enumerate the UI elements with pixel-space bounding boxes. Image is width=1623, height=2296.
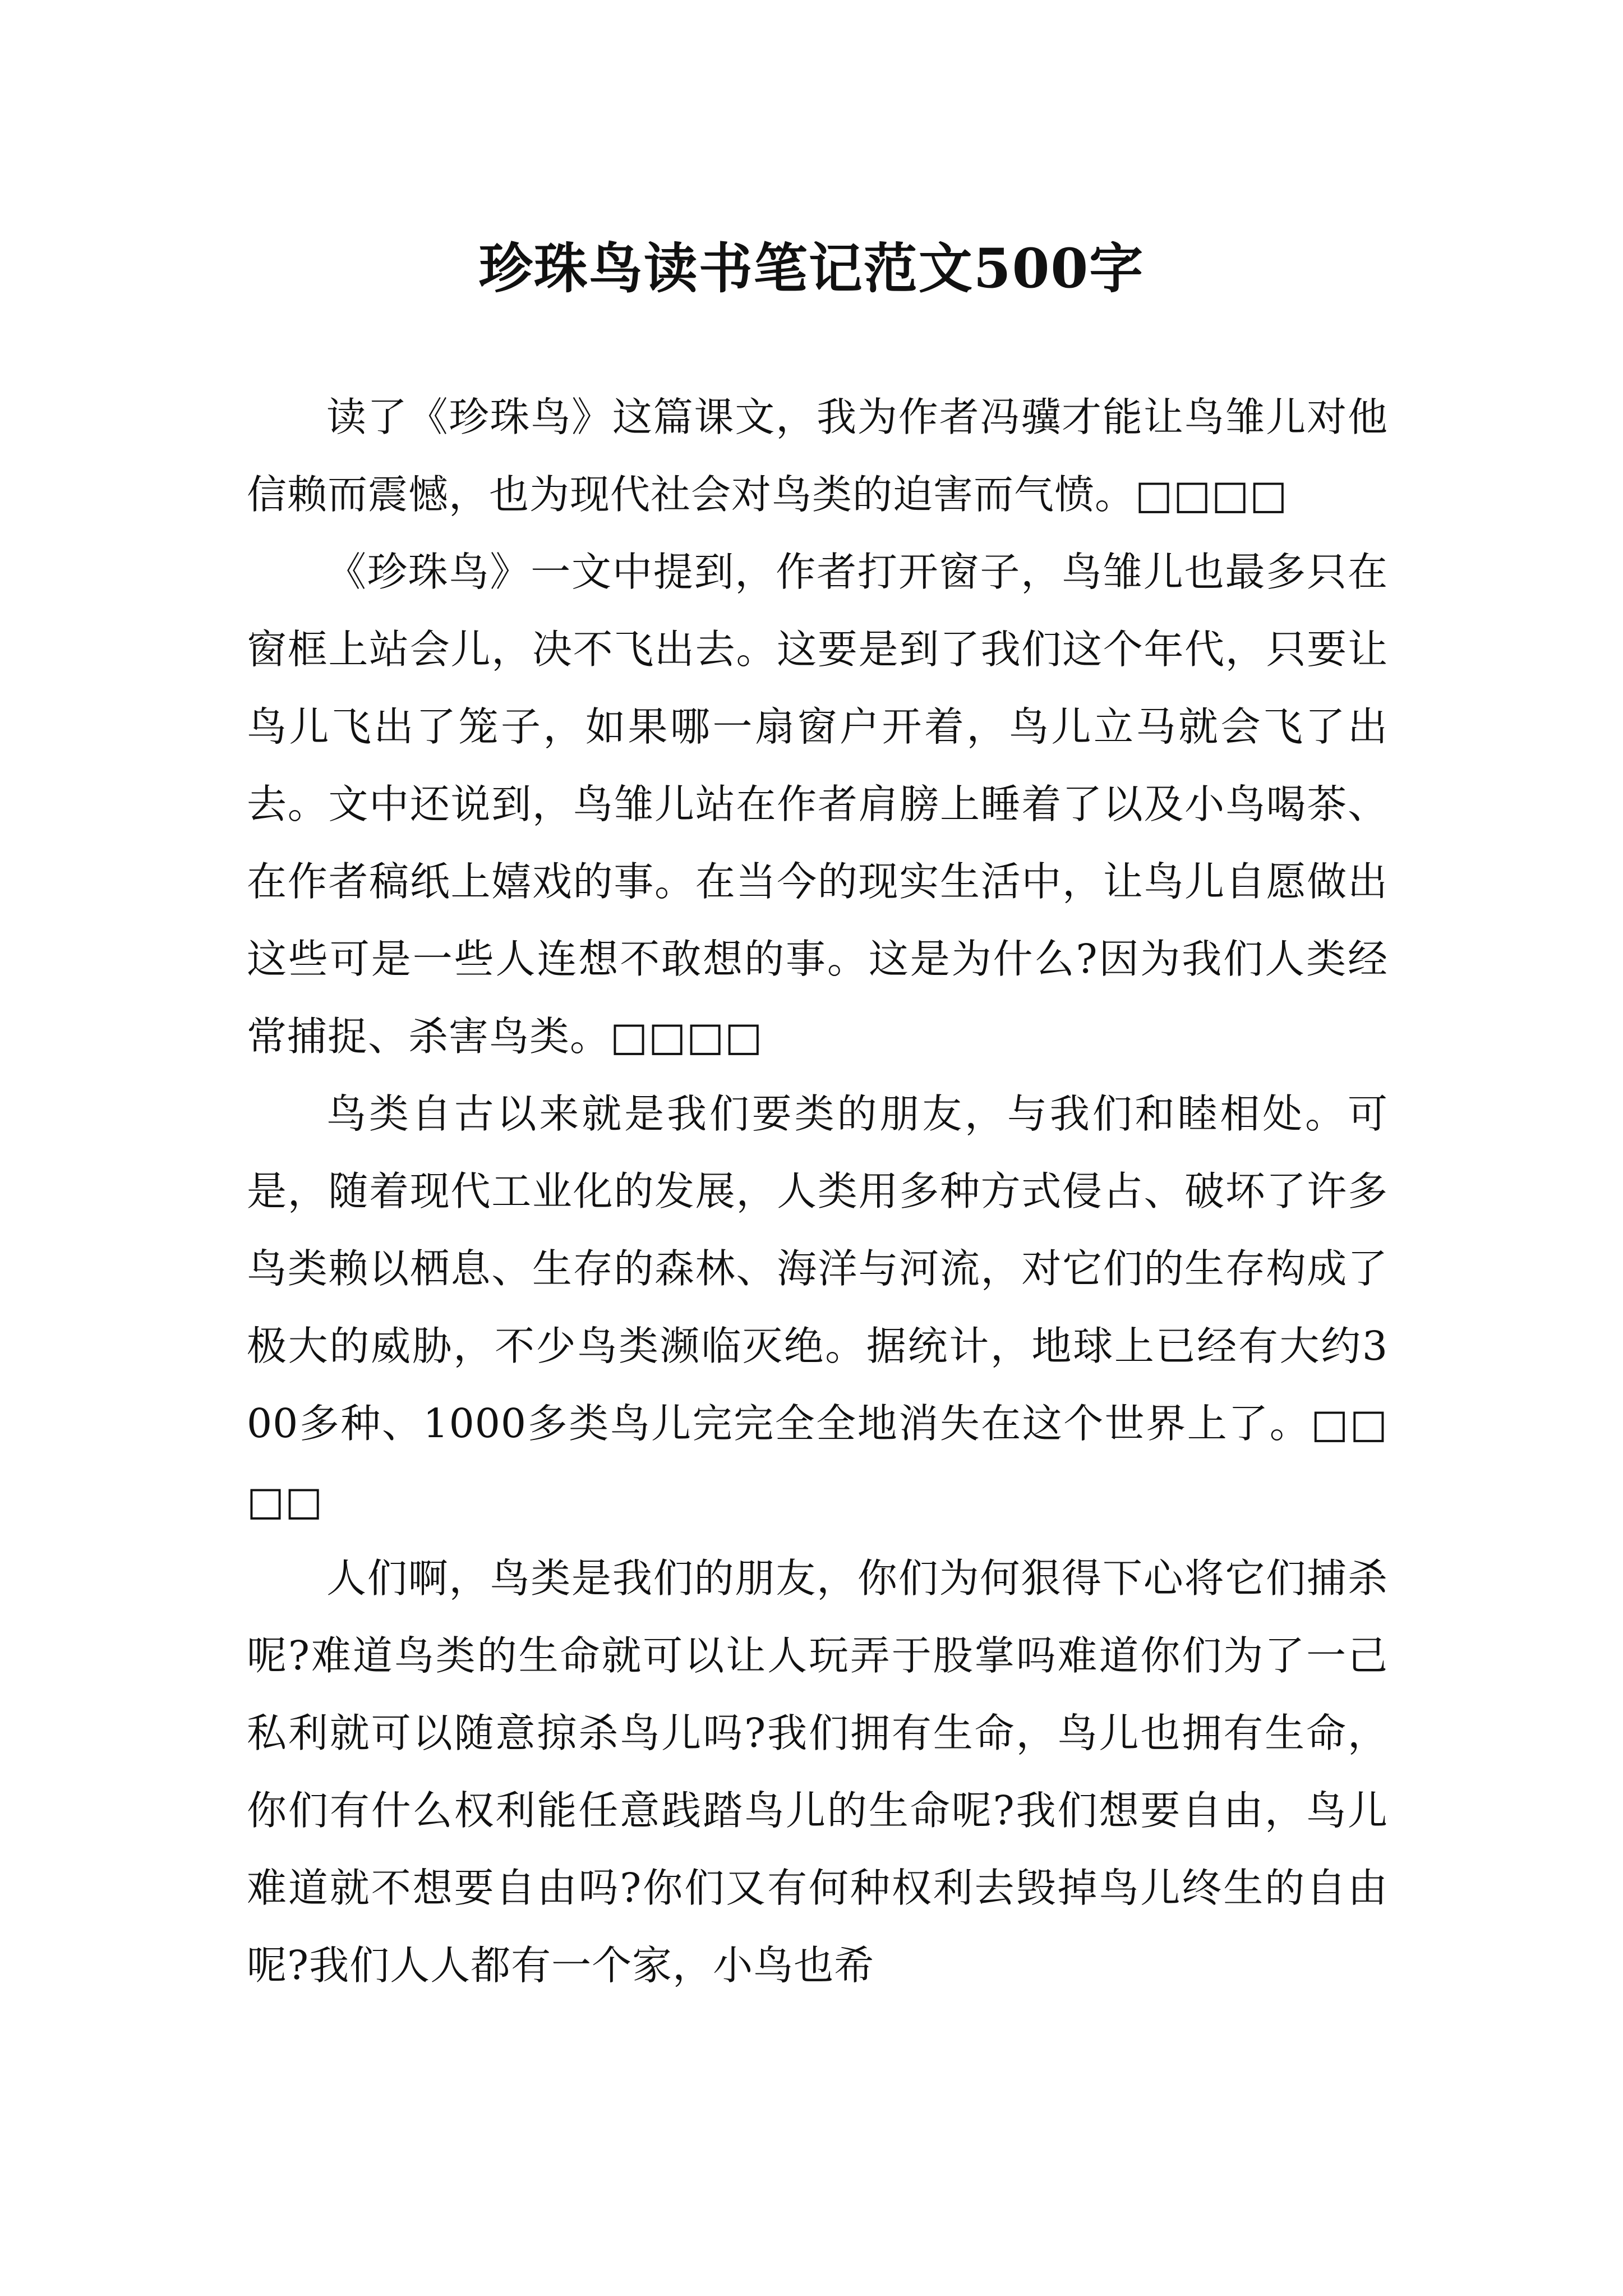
paragraph-2: 《珍珠鸟》一文中提到，作者打开窗子，鸟雏儿也最多只在窗框上站会儿，决不飞出去。这要是到了我们这个年代，只要让鸟儿飞出了笼子，如果哪一扇窗户开着，鸟儿立马就会飞了出去。文中还说到，鸟雏儿站在作者肩膀上睡着了以及小鸟喝茶、在作者稿纸上嬉戏的事。在当今的现实生活中，让鸟儿自愿做出这些可是一些人连想不敢想的事。这是为什么?因为我们人类经常捕捉、杀害鸟类。□□□□	[247, 549, 1388, 1060]
paragraph-4: 人们啊，鸟类是我们的朋友，你们为何狠得下心将它们捕杀呢?难道鸟类的生命就可以让人玩弄于股掌吗难道你们为了一己私利就可以随意掠杀鸟儿吗?我们拥有生命，鸟儿也拥有生命，你们有什么权利能任意践踏鸟儿的生命呢?我们想要自由，鸟儿难道就不想要自由吗?你们又有何种权利去毁掉鸟儿终生的自由呢?我们人人都有一个家，小鸟也希	[247, 1555, 1388, 1989]
document-title: 珍珠鸟读书笔记范文500字	[478, 237, 1145, 301]
document-body	[247, 379, 1388, 2004]
paragraph-1: 读了《珍珠鸟》这篇课文，我为作者冯骥才能让鸟雏儿对他信赖而震憾，也为现代社会对鸟类的迫害而气愤。□□□□	[247, 394, 1388, 518]
paragraph-3: 鸟类自古以来就是我们要类的朋友，与我们和睦相处。可是，随着现代工业化的发展，人类用多种方式侵占、破坏了许多鸟类赖以栖息、生存的森林、海洋与河流，对它们的生存构成了极大的威胁，不少鸟类濒临灭绝。据统计，地球上已经有大约300多种、1000多类鸟儿完完全全地消失在这个世界上了。□□□□	[247, 1091, 1388, 1524]
